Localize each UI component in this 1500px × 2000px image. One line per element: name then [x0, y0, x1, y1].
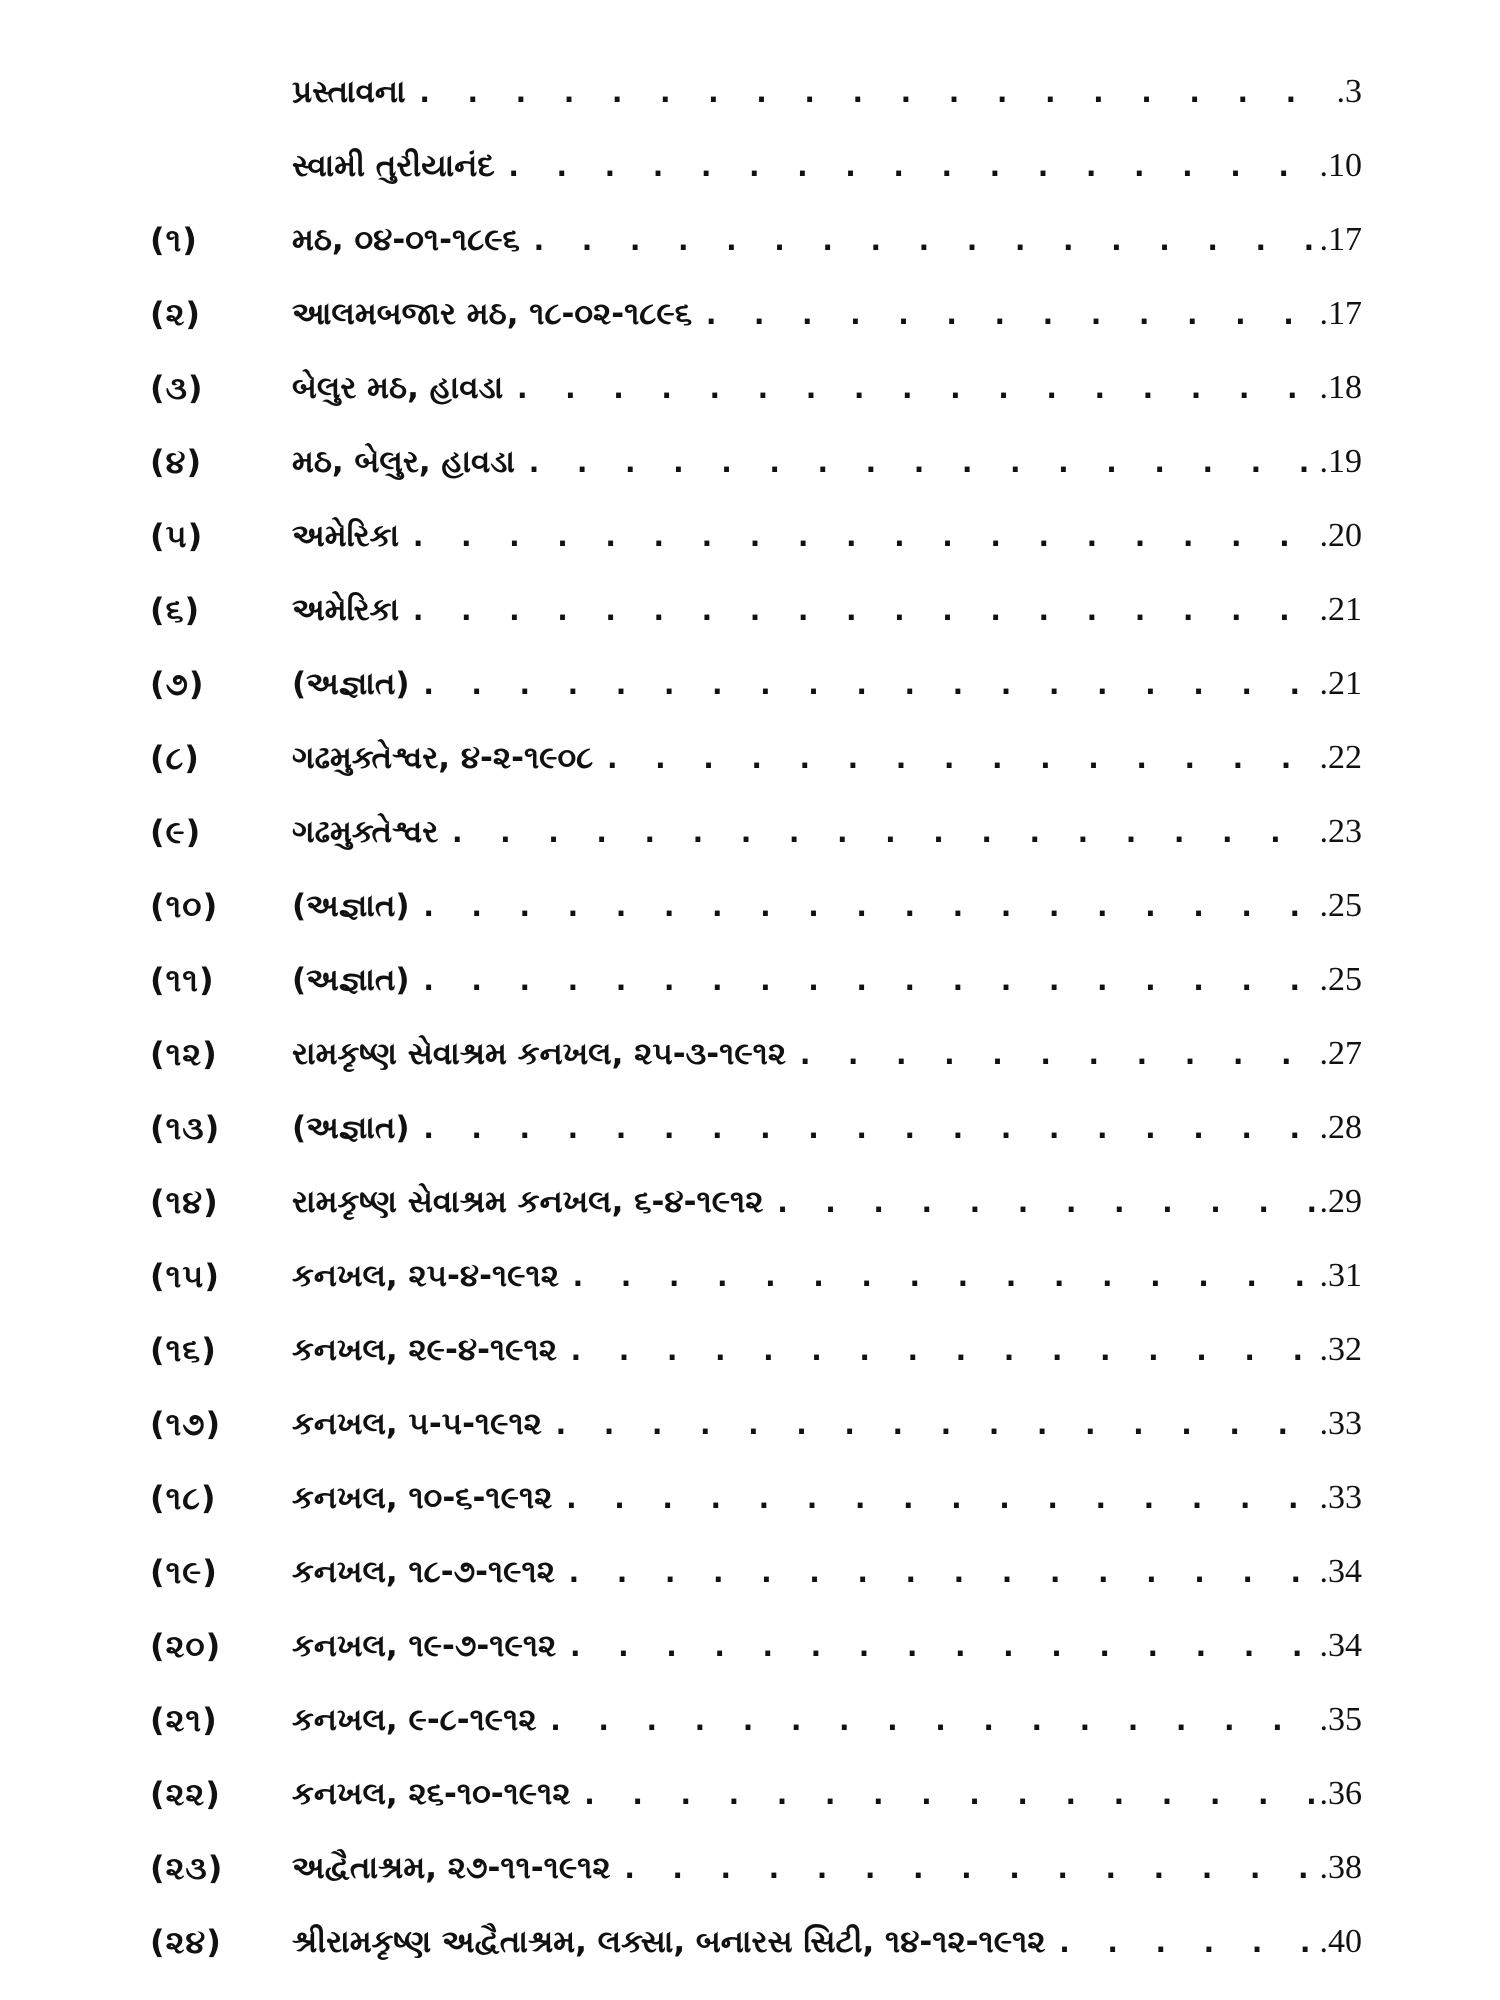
dot-leader — [773, 1185, 1315, 1220]
toc-entry-page: . 33 — [1316, 1479, 1363, 1517]
toc-entry-page: . 28 — [1316, 1109, 1363, 1147]
toc-entry-number: (૫) — [150, 516, 204, 555]
toc-entry-number: (૨૨) — [150, 1774, 221, 1813]
toc-entry-body — [292, 665, 1362, 703]
toc-entry-page: . 21 — [1316, 591, 1363, 629]
toc-entry-page: . 34 — [1316, 1553, 1363, 1591]
toc-row — [0, 277, 1500, 351]
toc-entry-page: . 19 — [1316, 443, 1363, 481]
toc-entry-number: (૧૭) — [150, 1404, 222, 1443]
toc-entry-body — [292, 517, 1362, 555]
toc-entry-number: (૧૬) — [150, 1330, 217, 1369]
toc-row — [0, 1461, 1500, 1535]
toc-row — [0, 203, 1500, 277]
toc-entry-title: આલમબજાર મઠ, ૧૮-૦૨-૧૮૯૬ — [292, 296, 693, 332]
toc-entry-body — [292, 739, 1362, 777]
dot-leader — [621, 1851, 1316, 1886]
dot-leader — [409, 593, 1315, 628]
toc-entry-page: . 25 — [1316, 887, 1363, 925]
toc-entry-body — [292, 1553, 1362, 1591]
toc-row — [0, 795, 1500, 869]
toc-entry-number: (૧૮) — [150, 1478, 217, 1517]
toc-entry-title: મઠ, બેલુર, હાવડા — [292, 444, 515, 480]
toc-entry-title: કનખલ, ૧૯-૭-૧૯૧૨ — [292, 1628, 557, 1664]
toc-entry-page: . 23 — [1316, 813, 1363, 851]
toc-row — [0, 1017, 1500, 1091]
dot-leader — [547, 1703, 1316, 1738]
toc-entry-number: (૨૦) — [150, 1626, 222, 1665]
toc-entry-number: (૮) — [150, 738, 200, 777]
toc-entry-page: . 21 — [1316, 665, 1363, 703]
toc-entry-body — [292, 147, 1362, 185]
dot-leader — [525, 445, 1316, 480]
toc-entry-title: (અજ્ઞાત) — [292, 888, 410, 924]
toc-entry-number: (૯) — [150, 812, 202, 851]
toc-row — [0, 573, 1500, 647]
toc-entry-title: સ્વામી તુરીયાનંદ — [292, 148, 495, 184]
toc-entry-body — [292, 1923, 1362, 1961]
toc-row — [0, 1091, 1500, 1165]
toc-entry-page: . 10 — [1316, 147, 1363, 185]
toc-entry-number: (૭) — [150, 664, 205, 703]
toc-entry-page: . 20 — [1316, 517, 1363, 555]
toc-entry-body — [292, 1257, 1362, 1295]
toc-entry-number: (૬) — [150, 590, 201, 629]
toc-row — [0, 55, 1500, 129]
toc-entry-body — [292, 1035, 1362, 1073]
dot-leader — [569, 1259, 1316, 1294]
toc-entry-body — [292, 1331, 1362, 1369]
dot-leader — [1055, 1925, 1315, 1960]
dot-leader — [420, 889, 1316, 924]
toc-entry-page: . 18 — [1316, 369, 1363, 407]
toc-row — [0, 129, 1500, 203]
toc-entry-title: અમેરિકા — [292, 592, 400, 628]
toc-entry-body — [292, 369, 1362, 407]
toc-row — [0, 1757, 1500, 1831]
toc-row — [0, 1831, 1500, 1905]
toc-row — [0, 869, 1500, 943]
dot-leader — [565, 1555, 1316, 1590]
toc-entry-number: (૨૪) — [150, 1922, 222, 1961]
toc-entry-number: (૨૩) — [150, 1848, 224, 1887]
toc-entry-body — [292, 1109, 1362, 1147]
dot-leader — [567, 1333, 1316, 1368]
toc-entry-body — [292, 295, 1362, 333]
toc-row — [0, 1683, 1500, 1757]
toc-row — [0, 943, 1500, 1017]
toc-entry-title: (અજ્ઞાત) — [292, 1110, 410, 1146]
toc-entry-number: (૧૫) — [150, 1256, 220, 1295]
toc-row — [0, 1239, 1500, 1313]
toc-entry-title: કનખલ, ૧૦-૬-૧૯૧૨ — [292, 1480, 553, 1516]
toc-entry-body — [292, 1775, 1362, 1813]
toc-entry-title: પ્રસ્તાવના — [292, 74, 406, 110]
toc-entry-title: (અજ્ઞાત) — [292, 962, 410, 998]
dot-leader — [702, 297, 1315, 332]
toc-entry-page: . 17 — [1316, 295, 1363, 333]
toc-entry-title: કનખલ, ૨૫-૪-૧૯૧૨ — [292, 1258, 559, 1294]
toc-entry-body — [292, 887, 1362, 925]
toc-entry-page: . 3 — [1333, 73, 1363, 111]
table-of-contents — [0, 55, 1500, 1979]
toc-entry-body — [292, 1701, 1362, 1739]
dot-leader — [420, 1111, 1316, 1146]
toc-entry-body — [292, 813, 1362, 851]
toc-row — [0, 647, 1500, 721]
toc-row — [0, 1165, 1500, 1239]
toc-entry-page: . 22 — [1316, 739, 1363, 777]
toc-entry-page: . 40 — [1316, 1923, 1363, 1961]
toc-entry-title: રામકૃષ્ણ સેવાશ્રમ કનખલ, ૬-૪-૧૯૧૨ — [292, 1184, 764, 1220]
toc-entry-body — [292, 591, 1362, 629]
toc-entry-number: (૧૧) — [150, 960, 215, 999]
toc-entry-page: . 31 — [1316, 1257, 1363, 1295]
toc-row — [0, 1387, 1500, 1461]
toc-entry-number: (૧) — [150, 220, 198, 259]
toc-entry-page: . 17 — [1316, 221, 1363, 259]
toc-entry-title: કનખલ, ૫-૫-૧૯૧૨ — [292, 1406, 542, 1442]
dot-leader — [420, 963, 1316, 998]
toc-entry-page: . 35 — [1316, 1701, 1363, 1739]
dot-leader — [420, 667, 1316, 702]
toc-entry-body — [292, 221, 1362, 259]
toc-entry-title: અમેરિકા — [292, 518, 400, 554]
toc-entry-body — [292, 1405, 1362, 1443]
toc-row — [0, 1313, 1500, 1387]
toc-entry-body — [292, 1627, 1362, 1665]
toc-entry-title: ગઢમુક્તેશ્વર, ૪-૨-૧૯૦૮ — [292, 740, 594, 776]
toc-entry-title: મઠ, ૦૪-૦૧-૧૮૯૬ — [292, 222, 520, 258]
toc-entry-page: . 32 — [1316, 1331, 1363, 1369]
dot-leader — [513, 371, 1315, 406]
toc-entry-title: કનખલ, ૨૬-૧૦-૧૯૧૨ — [292, 1776, 571, 1812]
toc-entry-page: . 27 — [1316, 1035, 1363, 1073]
dot-leader — [530, 223, 1316, 258]
toc-entry-body — [292, 443, 1362, 481]
toc-row — [0, 351, 1500, 425]
toc-entry-number: (૪) — [150, 442, 203, 481]
toc-entry-body — [292, 73, 1362, 111]
toc-entry-title: શ્રીરામકૃષ્ણ અદ્વૈતાશ્રમ, લક્સા, બનારસ સિટી, ૧૪-૧૨-૧૯૧૨ — [292, 1924, 1046, 1960]
toc-entry-number: (૨૧) — [150, 1700, 218, 1739]
toc-entry-page: . 29 — [1316, 1183, 1363, 1221]
dot-leader — [581, 1777, 1316, 1812]
dot-leader — [416, 75, 1333, 110]
toc-entry-title: કનખલ, ૧૮-૭-૧૯૧૨ — [292, 1554, 555, 1590]
toc-entry-body — [292, 961, 1362, 999]
dot-leader — [552, 1407, 1316, 1442]
toc-entry-page: . 34 — [1316, 1627, 1363, 1665]
toc-entry-title: (અજ્ઞાત) — [292, 666, 410, 702]
toc-entry-number: (૧૦) — [150, 886, 219, 925]
dot-leader — [603, 741, 1315, 776]
toc-entry-number: (૧૪) — [150, 1182, 219, 1221]
toc-entry-number: (૨) — [150, 294, 202, 333]
toc-row — [0, 1535, 1500, 1609]
toc-entry-page: . 33 — [1316, 1405, 1363, 1443]
dot-leader — [448, 815, 1315, 850]
toc-row — [0, 1905, 1500, 1979]
toc-row — [0, 425, 1500, 499]
toc-entry-number: (૩) — [150, 368, 204, 407]
toc-row — [0, 721, 1500, 795]
toc-entry-page: . 38 — [1316, 1849, 1363, 1887]
toc-entry-title: કનખલ, ૯-૮-૧૯૧૨ — [292, 1702, 537, 1738]
toc-entry-body — [292, 1183, 1362, 1221]
toc-entry-title: રામકૃષ્ણ સેવાશ્રમ કનખલ, ૨૫-૩-૧૯૧૨ — [292, 1036, 787, 1072]
toc-row — [0, 499, 1500, 573]
dot-leader — [566, 1629, 1315, 1664]
toc-entry-title: ગઢમુક્તેશ્વર — [292, 814, 439, 850]
toc-entry-page: . 25 — [1316, 961, 1363, 999]
dot-leader — [796, 1037, 1315, 1072]
toc-entry-number: (૧૩) — [150, 1108, 221, 1147]
toc-entry-title: બેલુર મઠ, હાવડા — [292, 370, 504, 406]
toc-entry-title: કનખલ, ૨૯-૪-૧૯૧૨ — [292, 1332, 557, 1368]
toc-row — [0, 1609, 1500, 1683]
toc-entry-page: . 36 — [1316, 1775, 1363, 1813]
toc-entry-number: (૧૯) — [150, 1552, 218, 1591]
dot-leader — [505, 149, 1316, 184]
toc-entry-body — [292, 1849, 1362, 1887]
toc-entry-number: (૧૨) — [150, 1034, 218, 1073]
toc-entry-body — [292, 1479, 1362, 1517]
dot-leader — [409, 519, 1315, 554]
dot-leader — [562, 1481, 1315, 1516]
toc-entry-title: અદ્વૈતાશ્રમ, ૨૭-૧૧-૧૯૧૨ — [292, 1850, 611, 1886]
